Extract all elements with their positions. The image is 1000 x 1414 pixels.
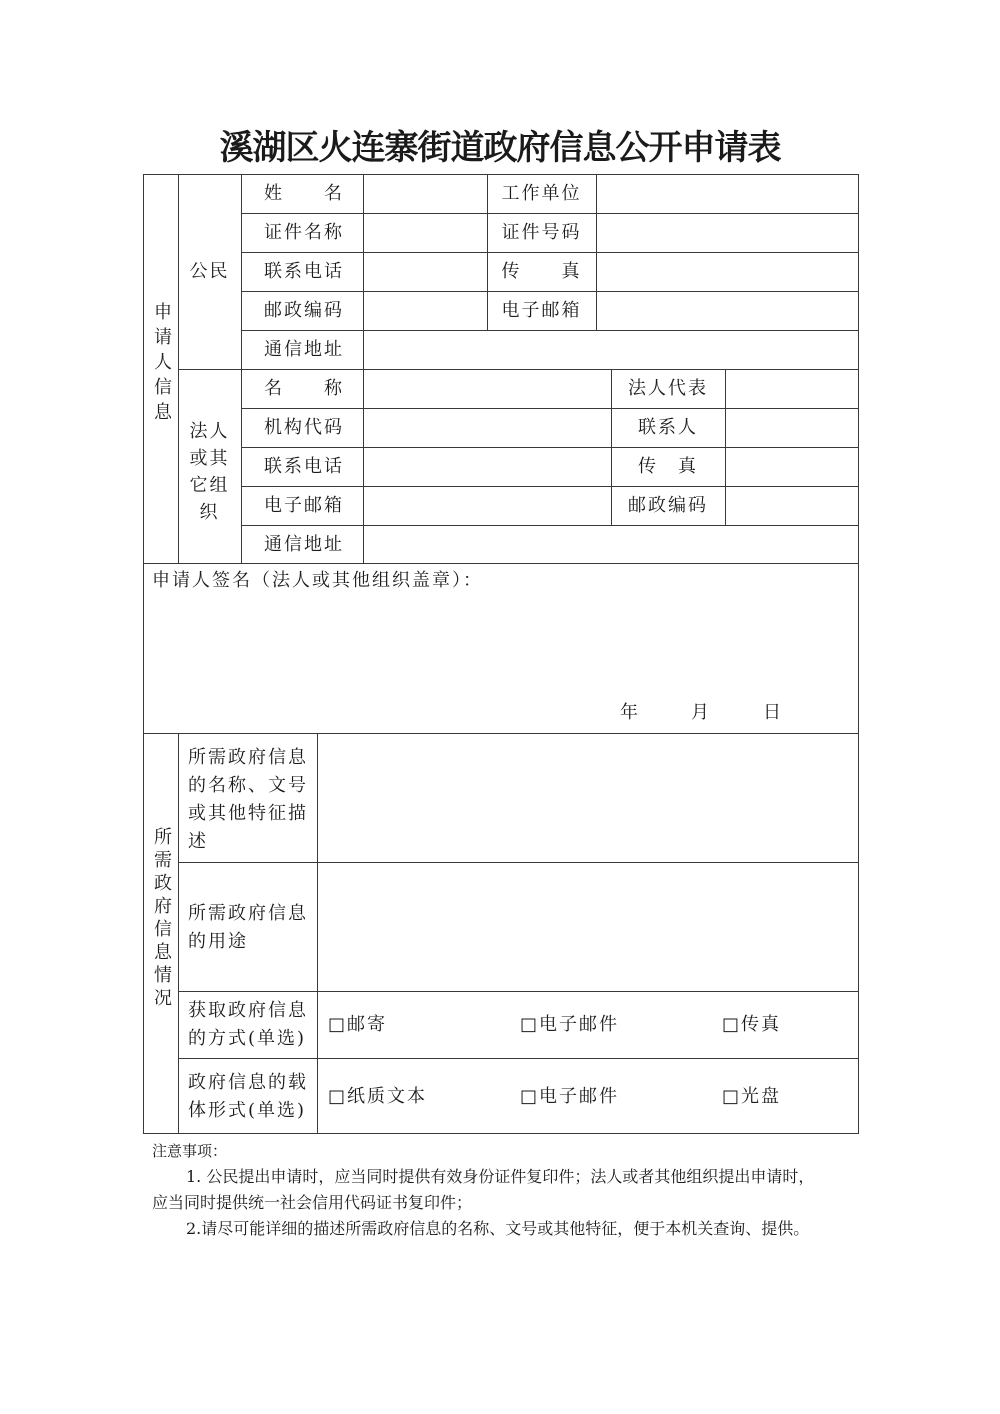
org-contact-label: 联系人	[638, 417, 698, 438]
method-option-mail[interactable]: □邮寄	[328, 1014, 388, 1035]
org-phone-label: 联系电话	[264, 456, 344, 477]
citizen-id-name-label: 证件名称	[264, 222, 344, 243]
organization-group-label: 法人 或其 它组 织	[189, 421, 230, 523]
org-postcode-label: 邮政编码	[628, 495, 708, 516]
info-section-label: 所需政府信息情况	[151, 827, 172, 1011]
notes-heading: 注意事项：	[152, 1142, 228, 1160]
org-fax-label: 传 真	[638, 456, 698, 477]
signature-label: 申请人签名（法人或其他组织盖章）：	[152, 570, 483, 591]
method-option-fax[interactable]: □传真	[722, 1014, 782, 1035]
citizen-fax-label: 传 真	[501, 261, 582, 282]
org-code-label: 机构代码	[264, 417, 344, 438]
info-description-label: 所需政府信息 的名称、文号 或其他特征描 述	[188, 747, 308, 852]
org-name-label: 名 称	[264, 378, 344, 399]
notes-item-1-line-1: 1. 公民提出申请时，应当同时提供有效身份证件复印件；法人或者其他组织提出申请时，	[186, 1167, 815, 1186]
info-purpose-label: 所需政府信息 的用途	[188, 903, 308, 952]
signature-month: 月	[691, 702, 711, 723]
citizen-work-unit-label: 工作单位	[501, 183, 582, 204]
method-option-email[interactable]: □电子邮件	[520, 1014, 620, 1035]
citizen-phone-label: 联系电话	[264, 261, 344, 282]
info-carrier-label: 政府信息的载 体形式(单选)	[188, 1072, 308, 1121]
info-method-label: 获取政府信息 的方式(单选)	[188, 1000, 308, 1049]
carrier-option-disc[interactable]: □光盘	[722, 1086, 782, 1107]
signature-year: 年	[620, 702, 640, 723]
citizen-group-label: 公民	[189, 261, 230, 282]
applicant-section-label: 申请人信息	[151, 302, 172, 427]
signature-day: 日	[763, 702, 783, 723]
org-legal-rep-label: 法人代表	[628, 378, 708, 399]
notes-item-1-line-2: 应当同时提供统一社会信用代码证书复印件；	[152, 1193, 473, 1212]
carrier-option-email[interactable]: □电子邮件	[520, 1086, 620, 1107]
citizen-postcode-label: 邮政编码	[264, 300, 344, 321]
org-email-label: 电子邮箱	[264, 495, 344, 516]
citizen-id-number-label: 证件号码	[501, 222, 582, 243]
citizen-email-label: 电子邮箱	[501, 300, 582, 321]
carrier-option-paper[interactable]: □纸质文本	[328, 1086, 428, 1107]
notes-section	[152, 1138, 862, 1242]
citizen-address-label: 通信地址	[264, 339, 344, 360]
page-title: 溪湖区火连寨街道政府信息公开申请表	[219, 128, 781, 168]
citizen-name-label: 姓 名	[264, 183, 344, 204]
org-address-label: 通信地址	[264, 534, 344, 555]
notes-item-2: 2.请尽可能详细的描述所需政府信息的名称、文号或其他特征，便于本机关查询、提供。	[186, 1219, 810, 1238]
